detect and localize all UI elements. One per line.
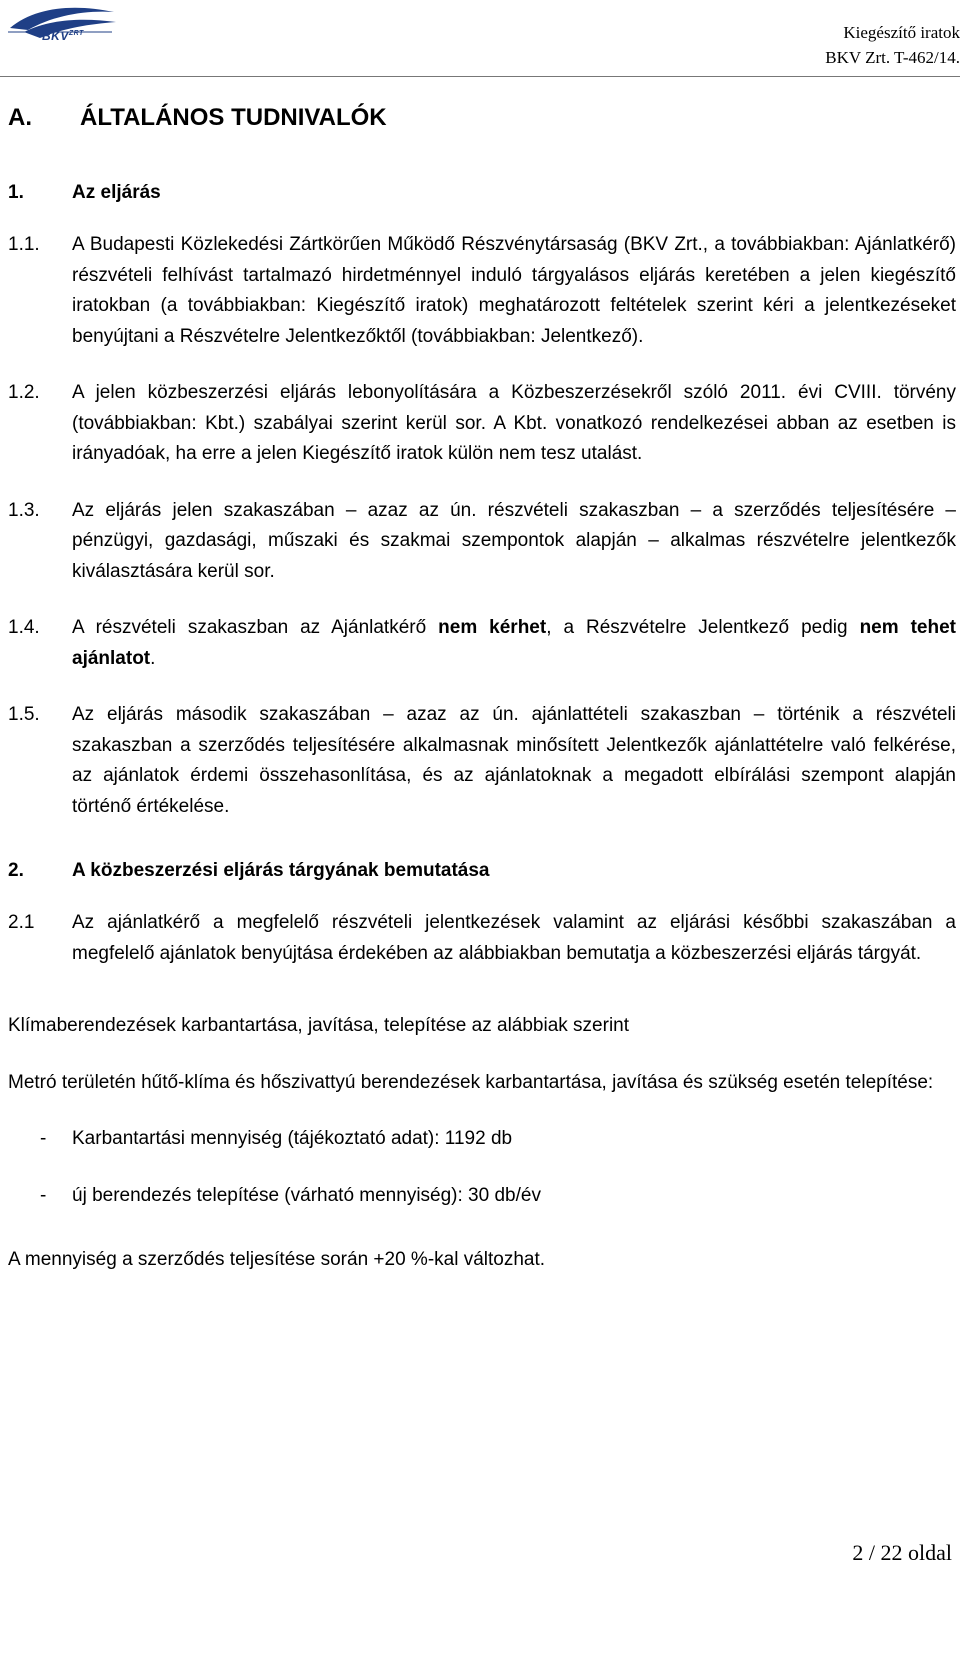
page-header	[0, 0, 960, 80]
list-item: - új berendezés telepítése (várható mennyiség): 30 db/év	[40, 1184, 541, 1206]
bkv-logo	[6, 2, 118, 50]
paragraph-1-2: 1.2. A jelen közbeszerzési eljárás lebonyolítására a Közbeszerzésekről szóló 2011. évi CVIII. törvény (továbbiakban: Kbt.) szabályai szerint kerül sor. A Kbt. vonatkozó rendelkezései abban az esetben is irányadóak, ha erre a jelen Kiegészítő iratok külön nem tesz utalást.	[8, 382, 956, 464]
doc-title: Kiegészítő iratok	[843, 23, 960, 42]
paragraph-1-3: 1.3. Az eljárás jelen szakaszában – azaz az ún. részvételi szakaszban – a szerződés teljesítésére – pénzügyi, gazdasági, műszaki és szakmai szempontok alapján – alkalmas részvételre jelentkezők kiválasztására kerül sor.	[8, 499, 956, 582]
logo-text: $BKV^{ZRT}$	[42, 29, 84, 43]
paragraph-1-4: 1.4. A részvételi szakaszban az Ajánlatkérő nem kérhet, a Részvételre Jelentkező pedig nem tehet ajánlatot.	[8, 617, 956, 669]
paragraph-2-1: 2.1 Az ajánlatkérő a megfelelő részvételi jelentkezések valamint az eljárási későbbi szakaszában a megfelelő ajánlatok benyújtása érdekében az alábbiakban bemutatja a közbeszerzési eljárás tárgyát.	[8, 912, 956, 964]
page-number: 2 / 22 oldal	[852, 1540, 952, 1565]
doc-reference: BKV Zrt. T-462/14.	[825, 48, 960, 67]
header-divider	[0, 76, 960, 77]
document-body	[8, 104, 956, 1276]
quantity-change-note: A mennyiség a szerződés teljesítése során +20 %-kal változhat.	[8, 1249, 546, 1270]
paragraph-1-1: 1.1. A Budapesti Közlekedési Zártkörűen Működő Részvénytársaság (BKV Zrt., a továbbiakban: Ajánlatkérő) részvételi felhívást tartalmazó hirdetménnyel induló tárgyalásos eljárás keretében a jelen kiegészítő iratokban (a továbbiakban: Kiegészítő iratok) meghatározott feltételek szerint kéri a jelentkezéseket benyújtani a Részvételre Jelentkezőktől (továbbiakban: Jelentkező).	[8, 234, 956, 347]
emphasis-nem-kerhet: nem kérhet	[438, 617, 547, 638]
metro-description: Metró területén hűtő-klíma és hőszivattyú berendezések karbantartása, javítása és szükség esetén telepítése:	[8, 1071, 934, 1093]
section-a-heading: A. ÁLTALÁNOS TUDNIVALÓK	[8, 104, 387, 131]
procurement-subject: Klímaberendezések karbantartása, javítása, telepítése az alábbiak szerint	[8, 1015, 630, 1036]
list-item: - Karbantartási mennyiség (tájékoztató adat): 1192 db	[40, 1128, 513, 1149]
header-info	[560, 20, 960, 70]
emphasis-nem-tehet-ajanlatot: nem tehet ajánlatot	[72, 617, 956, 669]
section-2-heading: 2. A közbeszerzési eljárás tárgyának bemutatása	[8, 860, 490, 881]
section-1-heading: 1. Az eljárás	[8, 182, 161, 203]
paragraph-1-5: 1.5. Az eljárás második szakaszában – azaz az ún. ajánlattételi szakaszban – történik a részvételi szakaszban a szerződés teljesítésére alkalmasnak minősített Jelentkezők ajánlattételre való felkérése, az ajánlatok érdemi összehasonlítása, és az ajánlatoknak a megadott elbírálási szempont alapján történő értékelése.	[8, 704, 956, 817]
